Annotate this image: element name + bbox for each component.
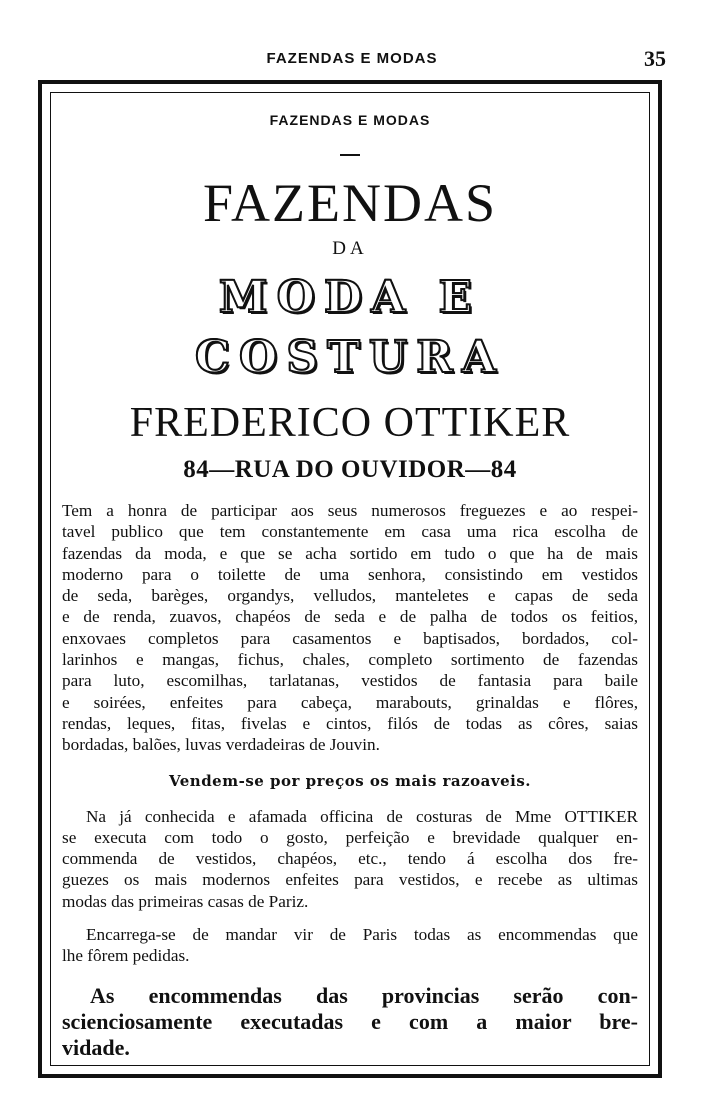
text-line: e soirées, enfeites para cabeça, marabouts, grinaldas e flôres, [62, 692, 638, 712]
text-line: Tem a honra de participar aos seus numerosos freguezes e ao respei- [62, 501, 638, 520]
small-heading: FAZENDAS E MODAS [269, 112, 431, 128]
text-line: e de renda, zuavos, chapéos de seda e de palha de todos os feitios, [62, 607, 638, 627]
address: 84—RUA DO OUVIDOR—84 [183, 456, 517, 483]
text-line: moderno para o toilette de uma senhora, consistindo em vestidos [62, 564, 638, 584]
text-line: modas das primeiras casas de Pariz. [62, 891, 309, 911]
running-title: FAZENDAS E MODAS [266, 50, 438, 67]
text-line: bordadas, balões, luvas verdadeiras de Jouvin. [62, 735, 380, 755]
text-line: As encommendas das provincias serão con- [90, 982, 638, 1008]
text-line: vidade. [62, 1034, 130, 1060]
paragraph-workshop [62, 806, 638, 912]
text-line: Na já conhecida e afamada officina de costuras de Mme OTTIKER [86, 806, 638, 826]
da-word: DA [332, 238, 368, 259]
text-line: lhe fôrem pedidas. [62, 946, 190, 966]
text-line: scienciosamente executadas e com a maior bre- [62, 1008, 638, 1034]
ornate-title: MODA E COSTURA [195, 272, 505, 383]
running-head [0, 46, 704, 72]
text-line: guezes os mais modernos enfeites para vestidos, e recebe as ultimas [62, 870, 638, 890]
text-line: fazendas da moda, e que se acha sortido em tudo o que ha de mais [62, 543, 638, 563]
text-line: para luto, escomilhas, tarlatanas, vestidos de fantasia para baile [62, 671, 638, 691]
proprietor-name: FREDERICO OTTIKER [129, 400, 571, 446]
text-line: de seda, barèges, organdys, velludos, manteletes e capas de seda [62, 586, 638, 606]
main-title: FAZENDAS [202, 173, 497, 233]
paragraph-merchandise [62, 500, 638, 756]
text-line: larinhos e mangas, fichus, chales, completo sortimento de fazendas [62, 650, 638, 670]
advertisement-content [62, 112, 638, 1061]
closing-statement [62, 983, 638, 1061]
text-line: se executa com todo o gosto, perfeição e brevidade qualquer en- [62, 827, 638, 847]
text-line: commenda de vestidos, chapéos, etc., tendo á escolha dos fre- [62, 849, 638, 869]
text-line: enxovaes completos para casamentos e baptisados, bordados, col- [62, 628, 638, 648]
paragraph-orders [62, 924, 638, 967]
text-line: Encarrega-se de mandar vir de Paris todas as encommendas que [86, 925, 638, 945]
slogan: Vendem-se por preços os mais razoaveis. [168, 771, 532, 790]
divider-dash [340, 154, 360, 156]
text-line: tavel publico que tem constantemente em casa uma rica escolha de [62, 522, 638, 542]
text-line: rendas, leques, fitas, fivelas e cintos, filós de todas as côres, saias [62, 713, 638, 733]
page-number: 35 [644, 46, 666, 71]
